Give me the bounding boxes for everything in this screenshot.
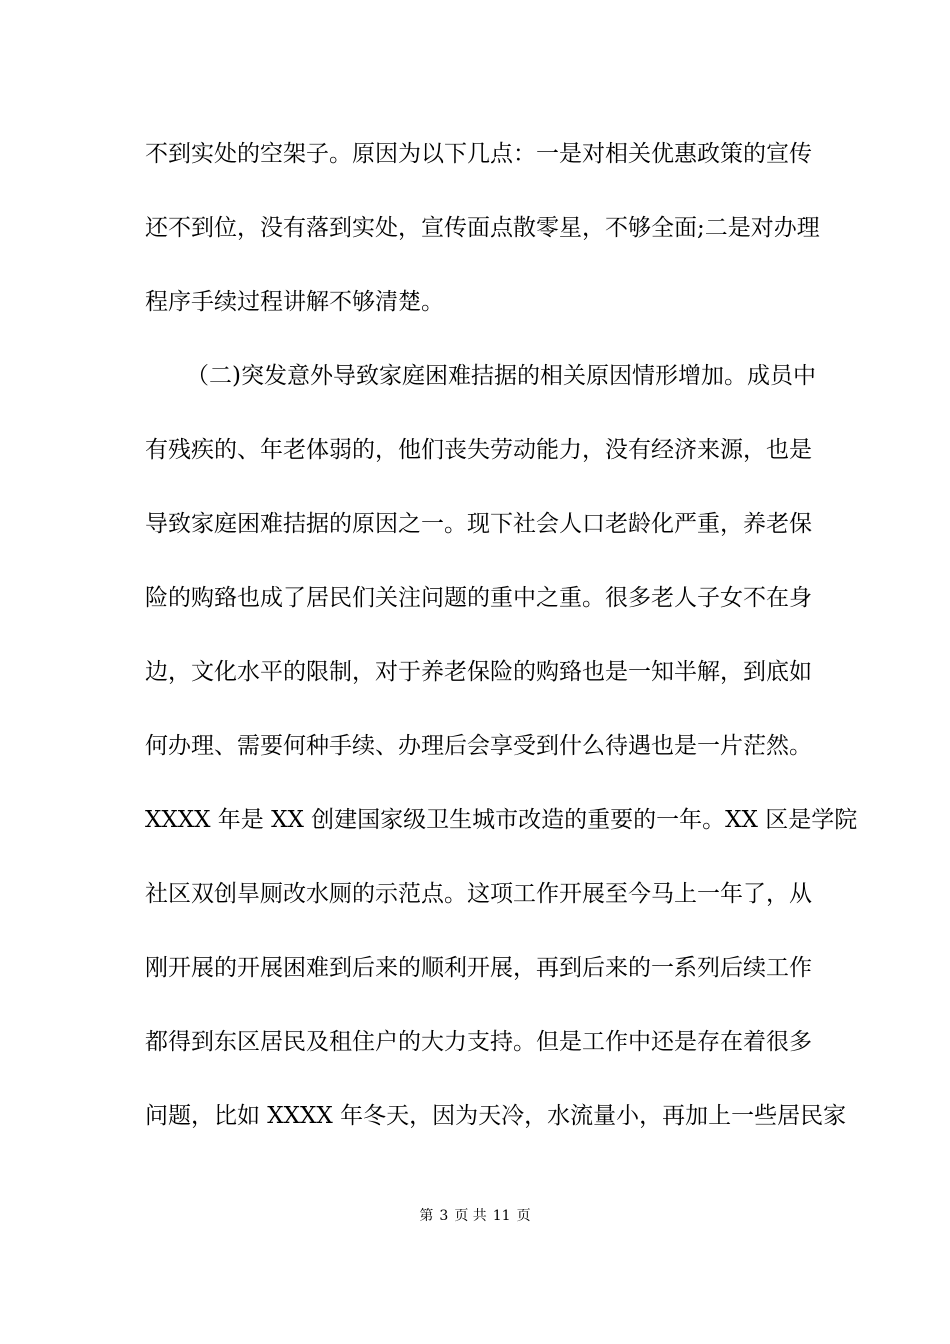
page-label-mid: 页 共 — [454, 1208, 487, 1224]
body-text-line: XXXX 年是 XX 创建国家级卫生城市改造的重要的一年。XX 区是学院 — [145, 807, 858, 833]
body-text-line: 有残疾的、年老体弱的，他们丧失劳动能力，没有经济来源，也是 — [145, 437, 812, 463]
current-page-number: 3 — [439, 1208, 449, 1224]
body-text-line: 还不到位，没有落到实处，宣传面点散零星，不够全面;二是对办理 — [145, 215, 820, 241]
page-label-suffix: 页 — [516, 1208, 531, 1224]
total-pages-number: 11 — [492, 1208, 511, 1224]
body-text-line: （二)突发意外导致家庭困难拮据的相关原因情形增加。成员中 — [186, 363, 816, 389]
body-text-line: 社区双创旱厕改水厕的示范点。这项工作开展至今马上一年了，从 — [145, 881, 812, 907]
body-text-line: 刚开展的开展困难到后来的顺利开展，再到后来的一系列后续工作 — [145, 955, 812, 981]
body-text-line: 险的购臵也成了居民们关注问题的重中之重。很多老人子女不在身 — [145, 585, 812, 611]
page-footer — [0, 1206, 950, 1226]
page-label-prefix: 第 — [419, 1208, 434, 1224]
body-text-line: 何办理、需要何种手续、办理后会享受到什么待遇也是一片茫然。 — [145, 733, 812, 759]
body-text-line: 边，文化水平的限制，对于养老保险的购臵也是一知半解，到底如 — [145, 659, 812, 685]
body-text-line: 导致家庭困难拮据的原因之一。现下社会人口老龄化严重，养老保 — [145, 511, 812, 537]
body-text-line: 都得到东区居民及租住户的大力支持。但是工作中还是存在着很多 — [145, 1029, 812, 1055]
body-text-line: 程序手续过程讲解不够清楚。 — [145, 289, 444, 315]
body-text-line: 问题，比如 XXXX 年冬天，因为天冷，水流量小，再加上一些居民家 — [145, 1103, 847, 1129]
body-text-line: 不到实处的空架子。原因为以下几点：一是对相关优惠政策的宣传 — [145, 141, 812, 167]
